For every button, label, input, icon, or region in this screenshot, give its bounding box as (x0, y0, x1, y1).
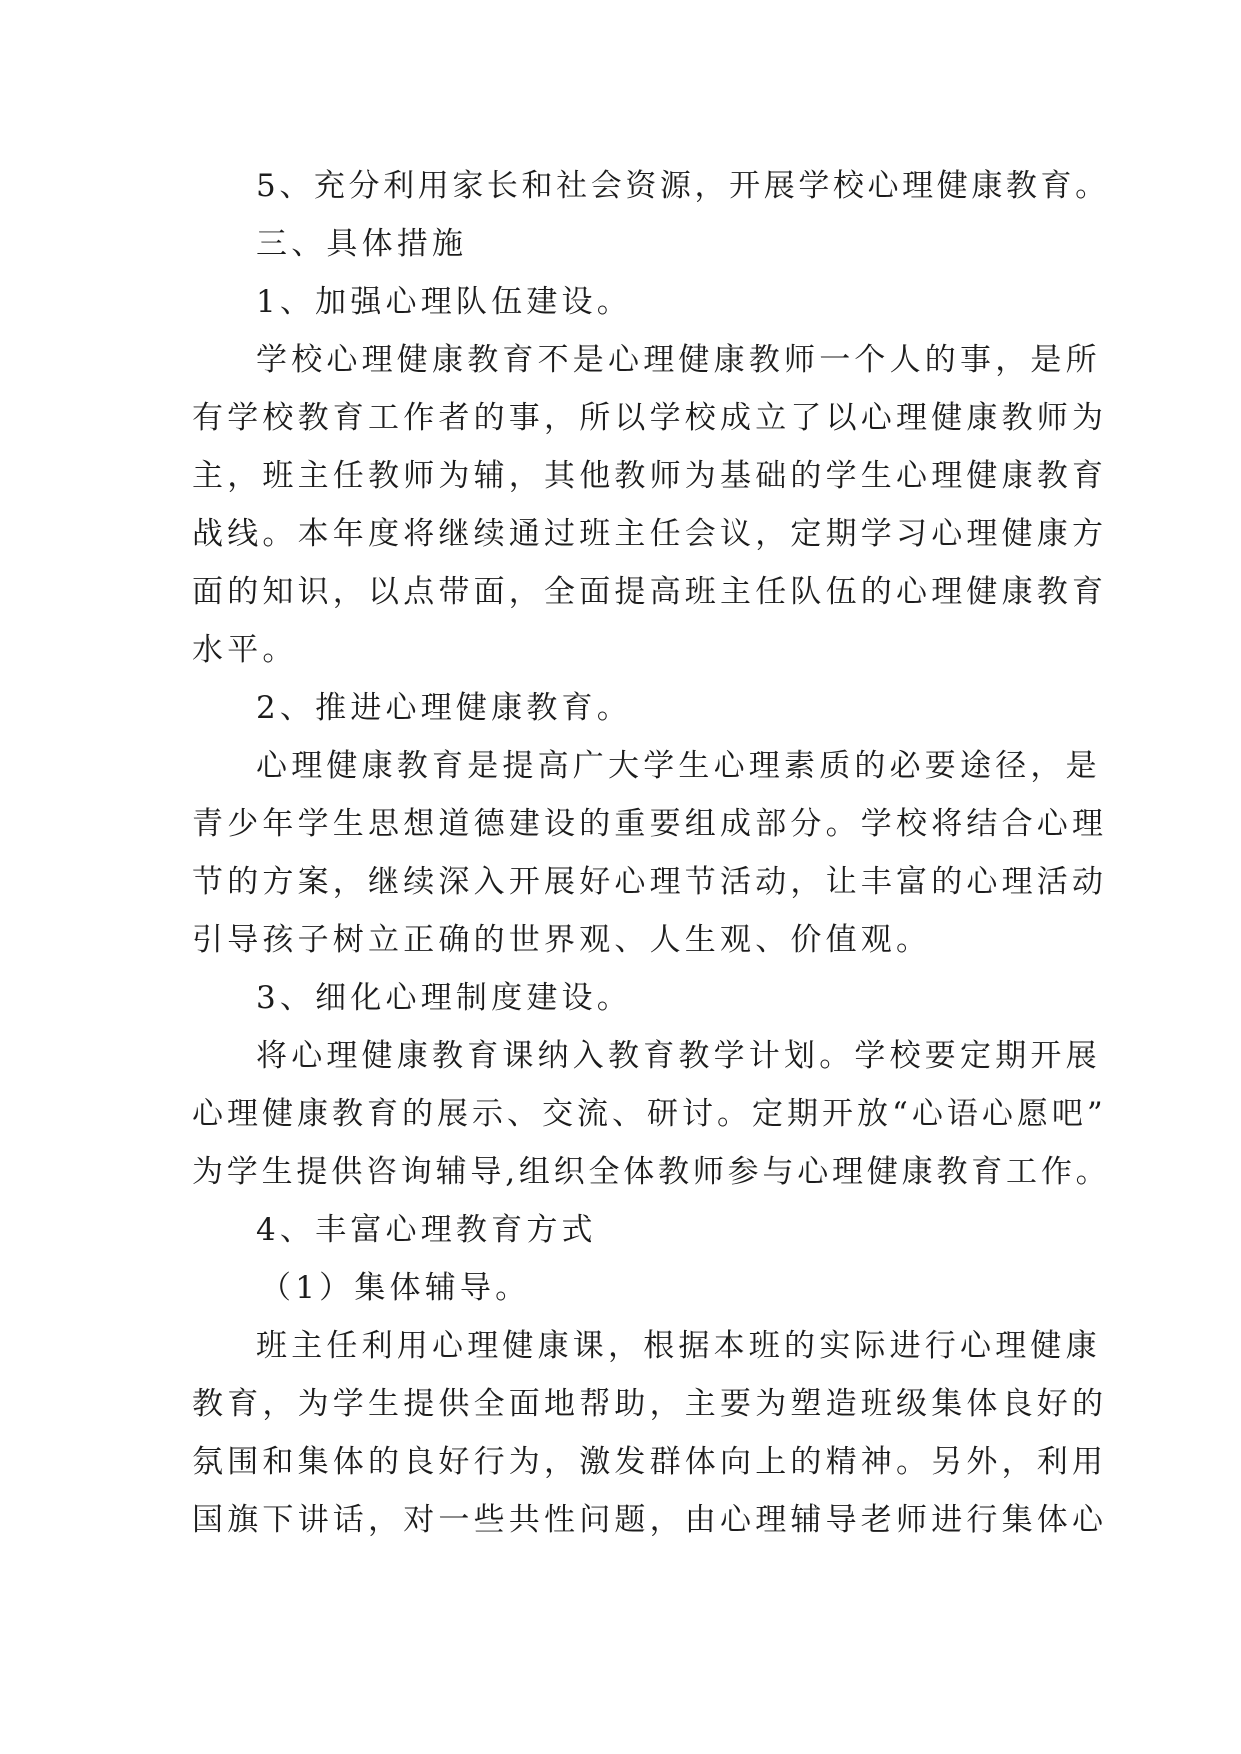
paragraph-line: 有学校教育工作者的事，所以学校成立了以心理健康教师为 (192, 400, 1108, 436)
paragraph-line: 水平。 (192, 632, 298, 668)
paragraph-line: 引导孩子树立正确的世界观、人生观、价值观。 (192, 922, 932, 958)
paragraph-line: 为学生提供咨询辅导,组织全体教师参与心理健康教育工作。 (192, 1154, 1111, 1190)
paragraph-line: 节的方案，继续深入开展好心理节活动，让丰富的心理活动 (192, 864, 1108, 900)
section-heading-measures: 三、具体措施 (256, 226, 468, 262)
paragraph-line: 氛围和集体的良好行为，激发群体向上的精神。另外，利用 (192, 1444, 1108, 1480)
paragraph-line: 国旗下讲话，对一些共性问题，由心理辅导老师进行集体心 (192, 1502, 1108, 1538)
subheading-group-counseling: （1）集体辅导。 (260, 1270, 531, 1306)
subheading-promote-education: 2、推进心理健康教育。 (256, 690, 632, 726)
paragraph-line: 青少年学生思想道德建设的重要组成部分。学校将结合心理 (192, 806, 1108, 842)
paragraph-line: 班主任利用心理健康课，根据本班的实际进行心理健康 (256, 1328, 1101, 1364)
paragraph-line: 主，班主任教师为辅，其他教师为基础的学生心理健康教育 (192, 458, 1108, 494)
subheading-team-building: 1、加强心理队伍建设。 (256, 284, 632, 320)
paragraph-line: 战线。本年度将继续通过班主任会议，定期学习心理健康方 (192, 516, 1108, 552)
paragraph-line: 将心理健康教育课纳入教育教学计划。学校要定期开展 (256, 1038, 1101, 1074)
subheading-education-methods: 4、丰富心理教育方式 (256, 1212, 597, 1248)
paragraph-line: 面的知识，以点带面，全面提高班主任队伍的心理健康教育 (192, 574, 1108, 610)
list-item-5-resources: 5、充分利用家长和社会资源，开展学校心理健康教育。 (256, 168, 1110, 204)
paragraph-line: 教育，为学生提供全面地帮助，主要为塑造班级集体良好的 (192, 1386, 1108, 1422)
paragraph-line: 心理健康教育是提高广大学生心理素质的必要途径，是 (256, 748, 1101, 784)
paragraph-line: 学校心理健康教育不是心理健康教师一个人的事，是所 (256, 342, 1101, 378)
subheading-system-building: 3、细化心理制度建设。 (256, 980, 632, 1016)
paragraph-line: 心理健康教育的展示、交流、研讨。定期开放“心语心愿吧” (192, 1096, 1107, 1132)
